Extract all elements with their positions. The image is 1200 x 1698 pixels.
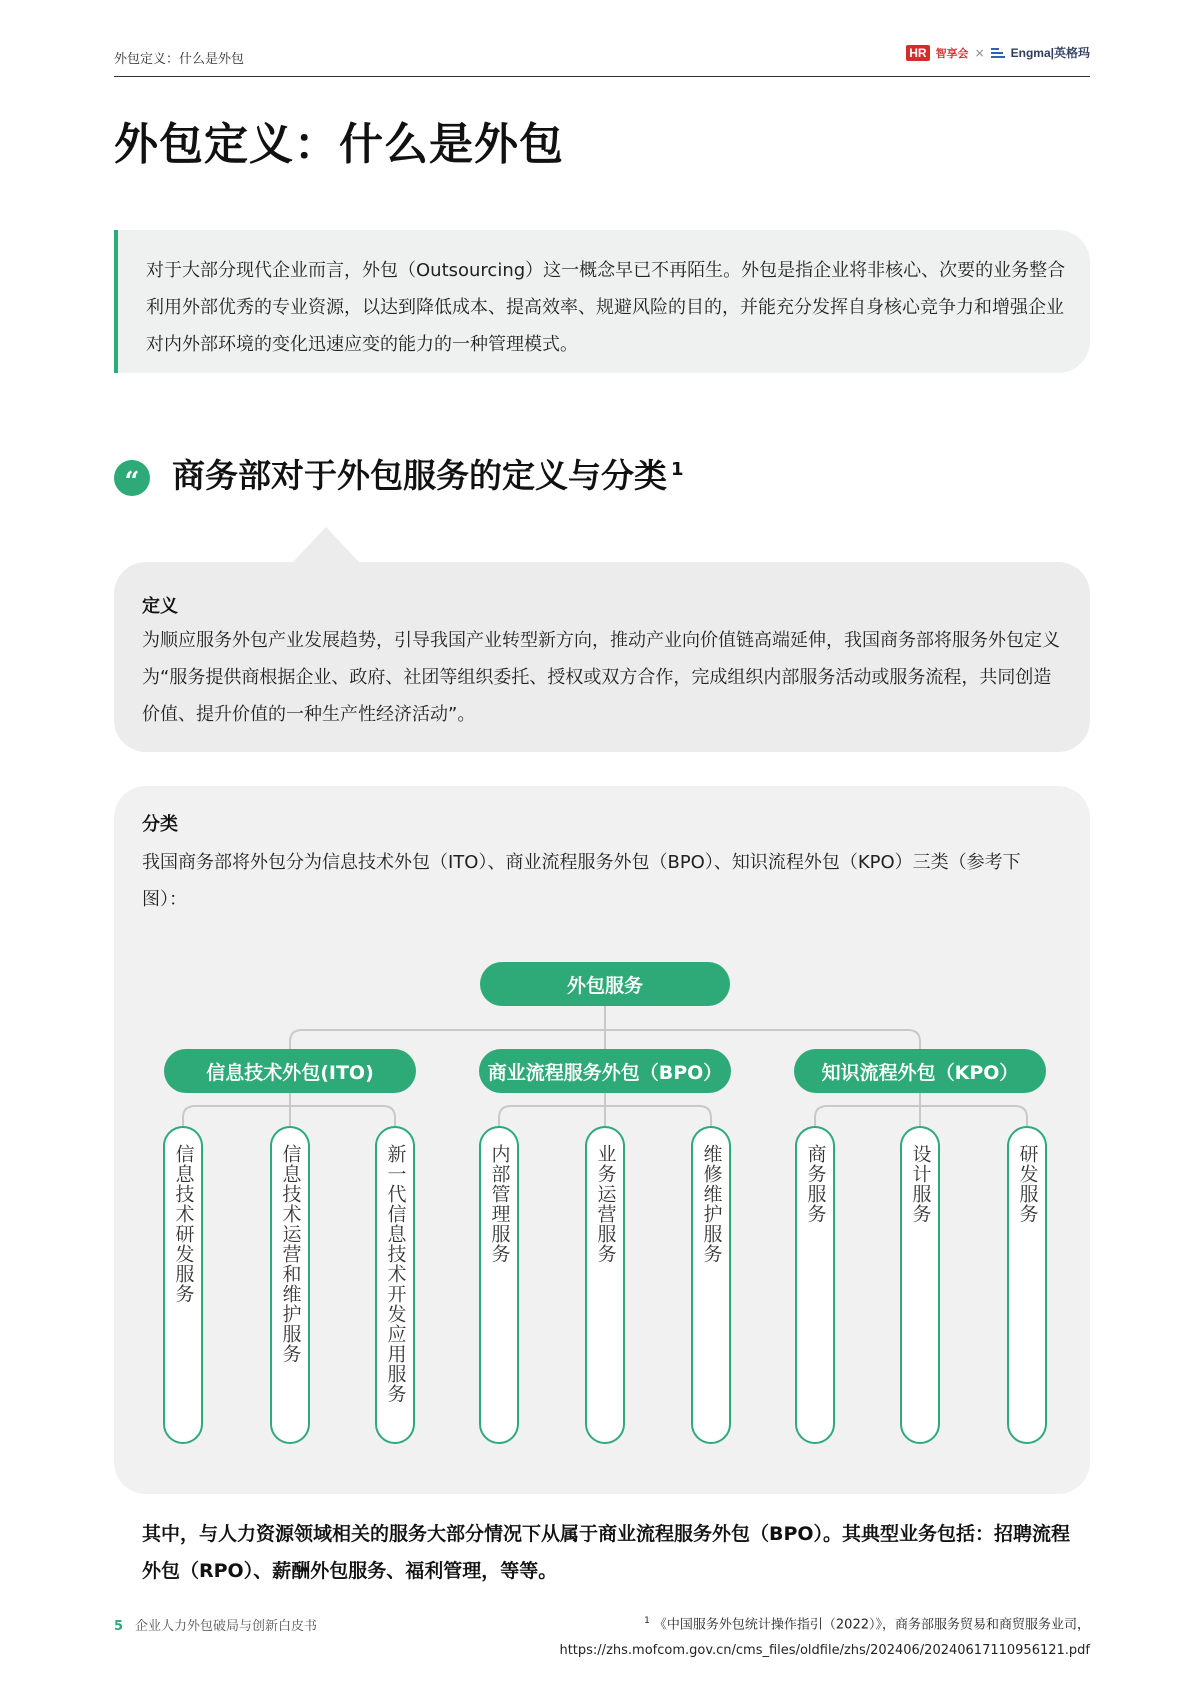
footnote-url[interactable]: https://zhs.mofcom.gov.cn/cms_files/oldfile/zhs/202406/20240617110956121.pdf [559,1643,1090,1659]
classification-text: 我国商务部将外包分为信息技术外包（ITO）、商业流程服务外包（BPO）、知识流程外包（KPO）三类（参考下图）： [142,852,1021,910]
hr-logo-badge: HR [906,45,929,61]
section-heading-text: 商务部对于外包服务的定义与分类 [172,456,667,495]
tree-leaf: 业务运营服务 [585,1126,625,1444]
definition-text: 为顺应服务外包产业发展趋势，引导我国产业转型新方向，推动产业向价值链高端延伸，我国商务部将服务外包定义为“服务提供商根据企业、政府、社团等组织委托、授权或双方合作，完成组织内部服务活动或服务流程，共同创造价值、提升价值的一种生产性经济活动”。 [142,630,1060,725]
tree-category-ito: 信息技术外包(ITO) [164,1049,416,1093]
definition-heading: 定义 [142,596,178,617]
tree-leaf: 信息技术研发服务 [163,1126,203,1444]
logo-separator: × [974,45,985,60]
tree-leaf: 商务服务 [795,1126,835,1444]
tree-category-bpo: 商业流程服务外包（BPO） [479,1049,731,1093]
footnote-mark: 1 [644,1616,650,1626]
tree-leaf: 维修维护服务 [691,1126,731,1444]
footnote-source: 《中国服务外包统计操作指引（2022）》，商务部服务贸易和商贸服务业司， [653,1617,1090,1633]
tree-leaf: 内部管理服务 [479,1126,519,1444]
footer-left [114,1615,317,1634]
tree-leaf: 信息技术运营和维护服务 [270,1126,310,1444]
engma-logo-text: Engma|英格玛 [1010,46,1090,60]
hr-logo-text: 智享会 [935,46,969,60]
quote-icon: “ [114,460,150,496]
page-number: 5 [114,1619,124,1634]
intro-text: 对于大部分现代企业而言，外包（Outsourcing）这一概念早已不再陌生。外包是指企业将非核心、次要的业务整合利用外部优秀的专业资源，以达到降低成本、提高效率、规避风险的目的，并能充分发挥自身核心竞争力和增强企业对内外部环境的变化迅速应变的能力的一种管理模式。 [146,260,1066,355]
tree-leaf: 研发服务 [1007,1126,1047,1444]
tree-leaf: 设计服务 [900,1126,940,1444]
tree-root-node: 外包服务 [480,962,730,1006]
footnote [390,1608,1090,1664]
doc-title: 企业人力外包破局与创新白皮书 [135,1619,318,1634]
tree-leaf: 新一代信息技术开发应用服务 [375,1126,415,1444]
page-title: 外包定义：什么是外包 [114,119,564,170]
footnote-ref: 1 [671,459,684,480]
running-title: 外包定义：什么是外包 [114,52,245,67]
conclusion-text: 其中，与人力资源领域相关的服务大部分情况下从属于商业流程服务外包（BPO）。其典型业务包括：招聘流程外包（RPO）、薪酬外包服务、福利管理，等等。 [142,1523,1071,1582]
tree-category-kpo: 知识流程外包（KPO） [794,1049,1046,1093]
classification-heading: 分类 [142,814,178,835]
